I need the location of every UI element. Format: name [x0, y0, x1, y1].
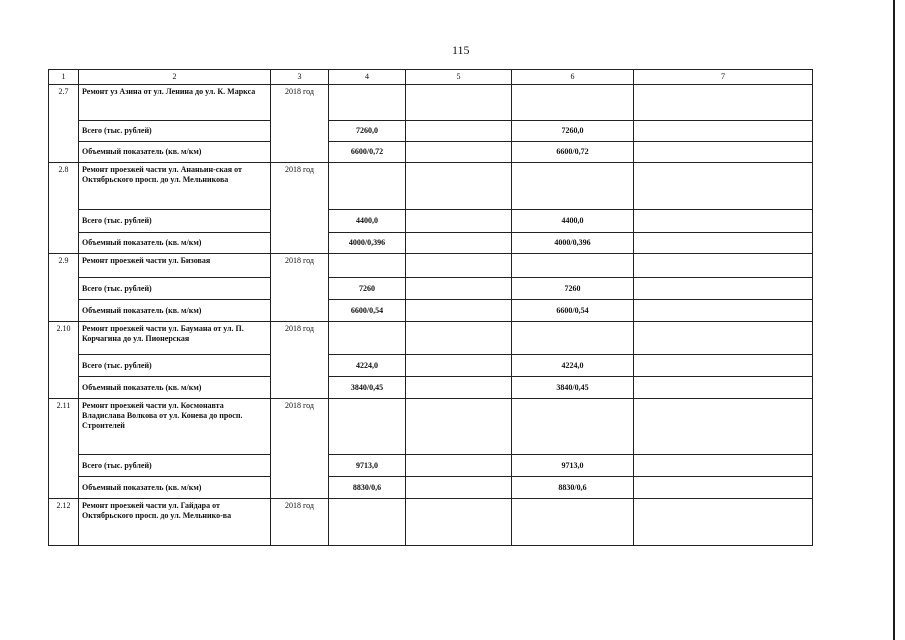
page-number: 115	[452, 43, 470, 57]
row-year: 2018 год	[271, 399, 329, 499]
row-title: Ремонт проезжей части ул. Бизовая	[79, 254, 271, 278]
table-row	[49, 121, 813, 142]
volume-col6: 8830/0,6	[512, 477, 634, 499]
table-row	[49, 322, 813, 355]
total-col4: 4224,0	[329, 355, 406, 377]
total-col6: 7260	[512, 278, 634, 300]
table-row	[49, 377, 813, 399]
table-row	[49, 278, 813, 300]
volume-col4: 4000/0,396	[329, 233, 406, 254]
total-col4: 7260,0	[329, 121, 406, 142]
row-year: 2018 год	[271, 254, 329, 322]
table-row	[49, 399, 813, 455]
total-label: Всего (тыс. рублей)	[79, 121, 271, 142]
table-row	[49, 85, 813, 121]
row-year: 2018 год	[271, 163, 329, 254]
total-col4: 9713,0	[329, 455, 406, 477]
table-row	[49, 300, 813, 322]
volume-col4: 6600/0,72	[329, 142, 406, 163]
total-label: Всего (тыс. рублей)	[79, 278, 271, 300]
header-cell: 1	[49, 70, 79, 85]
table-row	[49, 477, 813, 499]
total-col6: 7260,0	[512, 121, 634, 142]
row-year: 2018 год	[271, 499, 329, 546]
table-row	[49, 233, 813, 254]
row-title: Ремонт проезжей части ул. Ананьин-ская от Октябрьского просп. до ул. Мельникова	[79, 163, 271, 210]
total-col6: 9713,0	[512, 455, 634, 477]
table-row	[49, 455, 813, 477]
header-cell: 5	[406, 70, 512, 85]
row-number: 2.7	[49, 85, 79, 163]
total-col4: 7260	[329, 278, 406, 300]
volume-col6: 6600/0,72	[512, 142, 634, 163]
row-number: 2.11	[49, 399, 79, 499]
row-number: 2.12	[49, 499, 79, 546]
header-cell: 7	[634, 70, 813, 85]
page-edge-line	[893, 0, 895, 640]
row-number: 2.10	[49, 322, 79, 399]
header-cell: 3	[271, 70, 329, 85]
volume-label: Объемный показатель (кв. м/км)	[79, 377, 271, 399]
header-cell: 2	[79, 70, 271, 85]
total-label: Всего (тыс. рублей)	[79, 210, 271, 233]
budget-table	[48, 69, 813, 546]
row-title: Ремонт уз Азина от ул. Ленина до ул. К. Маркса	[79, 85, 271, 121]
row-year: 2018 год	[271, 85, 329, 163]
volume-label: Объемный показатель (кв. м/км)	[79, 142, 271, 163]
total-col4: 4400,0	[329, 210, 406, 233]
volume-col6: 6600/0,54	[512, 300, 634, 322]
row-title: Ремонт проезжей части ул. Космонавта Владислава Волкова от ул. Конева до просп. Строителей	[79, 399, 271, 455]
table-row	[49, 163, 813, 210]
row-number: 2.8	[49, 163, 79, 254]
volume-label: Объемный показатель (кв. м/км)	[79, 477, 271, 499]
table-header-row	[49, 70, 813, 85]
volume-col4: 3840/0,45	[329, 377, 406, 399]
table-row	[49, 142, 813, 163]
total-label: Всего (тыс. рублей)	[79, 455, 271, 477]
row-title: Ремонт проезжей части ул. Баумана от ул. П. Корчагина до ул. Пионерская	[79, 322, 271, 355]
row-year: 2018 год	[271, 322, 329, 399]
volume-col6: 4000/0,396	[512, 233, 634, 254]
volume-label: Объемный показатель (кв. м/км)	[79, 233, 271, 254]
total-col6: 4224,0	[512, 355, 634, 377]
header-cell: 4	[329, 70, 406, 85]
header-cell: 6	[512, 70, 634, 85]
table-row	[49, 499, 813, 546]
table-row	[49, 254, 813, 278]
total-label: Всего (тыс. рублей)	[79, 355, 271, 377]
volume-col6: 3840/0,45	[512, 377, 634, 399]
table-row	[49, 355, 813, 377]
table-row	[49, 210, 813, 233]
row-number: 2.9	[49, 254, 79, 322]
volume-col4: 6600/0,54	[329, 300, 406, 322]
total-col6: 4400,0	[512, 210, 634, 233]
volume-col4: 8830/0,6	[329, 477, 406, 499]
volume-label: Объемный показатель (кв. м/км)	[79, 300, 271, 322]
row-title: Ремонт проезжей части ул. Гайдара от Октябрьского просп. до ул. Мельнико-ва	[79, 499, 271, 546]
